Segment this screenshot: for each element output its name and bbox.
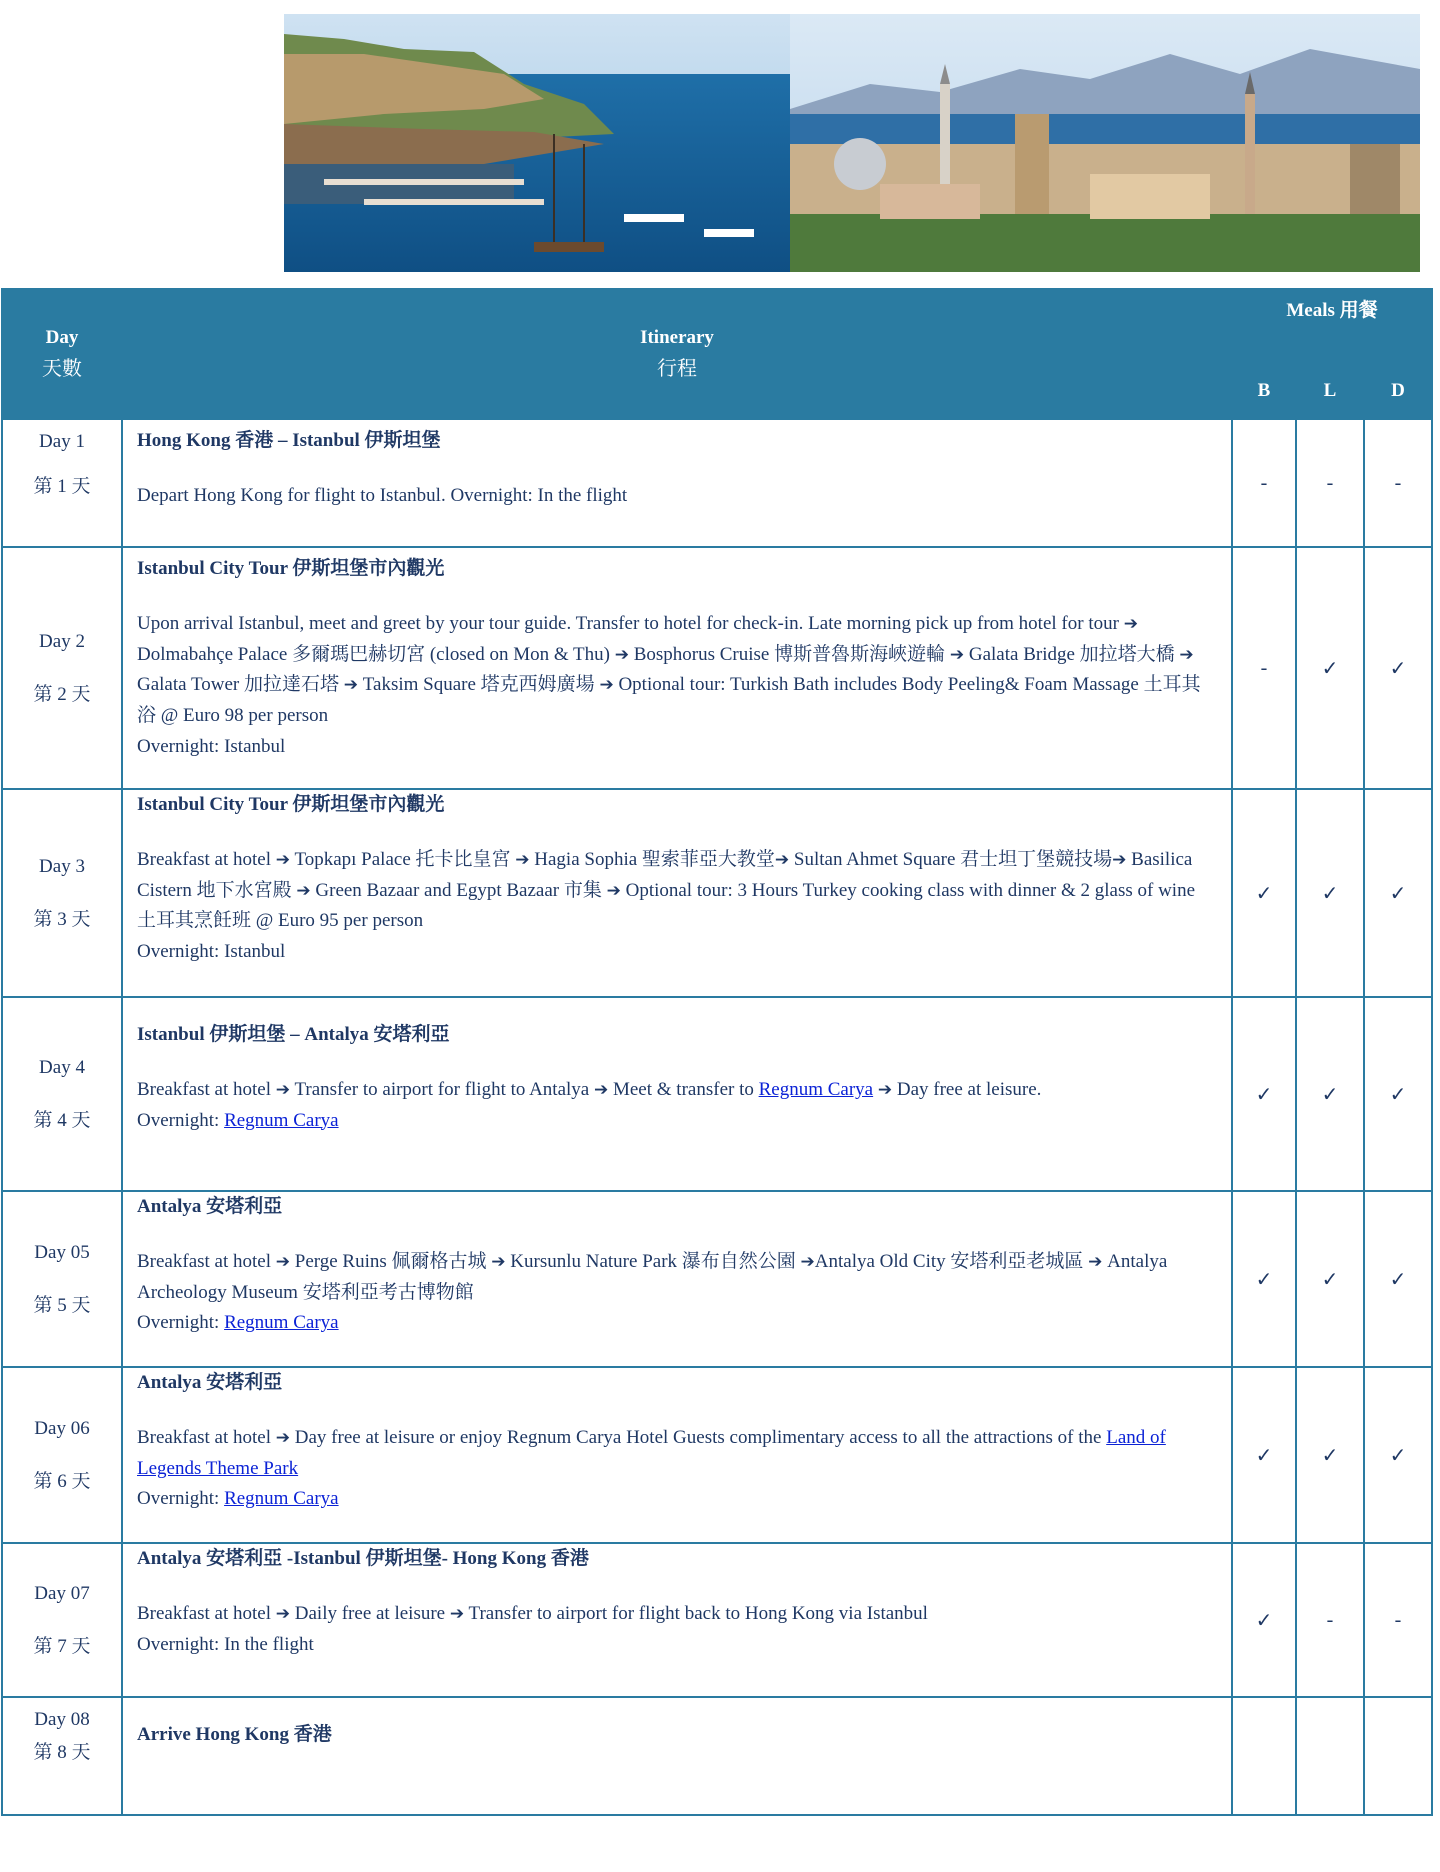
meal-d: - xyxy=(1364,419,1432,547)
arrow-icon: ➔ xyxy=(275,849,291,870)
arrow-icon: ➔ xyxy=(877,1079,893,1100)
itinerary-title: Antalya 安塔利亞 xyxy=(137,1196,283,1217)
day-cell xyxy=(2,419,122,547)
meal-d: ✓ xyxy=(1364,789,1432,997)
meal-l: - xyxy=(1296,1543,1364,1697)
table-row xyxy=(2,419,1432,547)
itinerary-body: Breakfast at hotel ➔ Day free at leisure or enjoy Regnum Carya Hotel Guests complimentary access to all the attractions of the Land of Legends Theme Park xyxy=(137,1426,1166,1479)
itinerary-body: Breakfast at hotel ➔ Daily free at leisure ➔ Transfer to airport for flight back to Hong Kong via Istanbul xyxy=(137,1602,928,1624)
arrow-icon: ➔ xyxy=(614,644,629,665)
table-row xyxy=(2,1543,1432,1697)
itinerary-body: Upon arrival Istanbul, meet and greet by your tour guide. Transfer to hotel for check-in. Late morning pick up from hotel for tour ➔ Dolmabahçe Palace 多爾瑪巴赫切宮 (closed on Mon & Thu) ➔ Bosphorus Cruise 博斯普魯斯海峽遊輪 ➔ Galata Bridge 加拉塔大橋 ➔ Galata Tower 加拉達石塔 ➔ Taksim Square 塔克西姆廣場 ➔ Optional tour: Turkish Bath includes Body Peeling& Foam Massage 土耳其浴 @ Euro 98 per person xyxy=(137,612,1201,727)
arrow-icon: ➔ xyxy=(275,1427,291,1448)
table-row xyxy=(2,1367,1432,1543)
hotel-link[interactable]: Regnum Carya xyxy=(758,1078,874,1100)
day-label-en: Day 06 xyxy=(34,1418,90,1439)
itinerary-title: Arrive Hong Kong 香港 xyxy=(137,1724,332,1745)
meal-b: - xyxy=(1232,547,1296,789)
arrow-icon: ➔ xyxy=(491,1251,506,1272)
arrow-icon: ➔ xyxy=(949,644,965,665)
arrow-icon: ➔ xyxy=(275,1251,291,1272)
table-row xyxy=(2,789,1432,997)
arrow-icon: ➔ xyxy=(606,880,621,901)
overnight: Overnight: Istanbul xyxy=(137,941,286,963)
day-label-cn: 第 1 天 xyxy=(33,476,91,497)
day-label-cn: 第 6 天 xyxy=(33,1471,91,1492)
day-label-en: Day 08 xyxy=(34,1709,90,1730)
day-label-cn: 第 4 天 xyxy=(33,1110,91,1131)
header-itinerary xyxy=(122,289,1232,419)
meal-b xyxy=(1232,1697,1296,1815)
meal-d: ✓ xyxy=(1364,1191,1432,1367)
header-meal-d: D xyxy=(1364,363,1432,419)
itinerary-cell xyxy=(122,1543,1232,1697)
arrow-icon: ➔ xyxy=(599,675,614,696)
arrow-icon: ➔ xyxy=(1112,849,1127,870)
day-cell xyxy=(2,1543,122,1697)
header-day-en: Day xyxy=(45,326,79,348)
day-label-cn: 第 3 天 xyxy=(33,909,91,930)
meal-b: - xyxy=(1232,419,1296,547)
itinerary-title: Antalya 安塔利亞 -Istanbul 伊斯坦堡- Hong Kong 香港 xyxy=(137,1548,589,1569)
day-label-en: Day 05 xyxy=(34,1242,90,1263)
overnight: Overnight: In the flight xyxy=(137,1633,314,1655)
table-row xyxy=(2,1697,1432,1815)
meal-d: ✓ xyxy=(1364,1367,1432,1543)
meal-b: ✓ xyxy=(1232,1543,1296,1697)
header-meal-l: L xyxy=(1296,363,1364,419)
itinerary-cell xyxy=(122,997,1232,1191)
table-row xyxy=(2,547,1432,789)
itinerary-cell xyxy=(122,789,1232,997)
arrow-icon: ➔ xyxy=(275,1079,291,1100)
header-meal-b: B xyxy=(1232,363,1296,419)
itinerary-cell xyxy=(122,1191,1232,1367)
arrow-icon: ➔ xyxy=(275,1603,291,1624)
itinerary-body: Breakfast at hotel ➔ Topkapı Palace 托卡比皇宮 ➔ Hagia Sophia 聖索菲亞大教堂➔ Sultan Ahmet Square 君士坦丁堡競技場➔ Basilica Cistern 地下水宮殿 ➔ Green Bazaar and Egypt Bazaar 市集 ➔ Optional tour: 3 Hours Turkey cooking class with dinner & 2 glass of wine 土耳其烹飪班 @ Euro 95 per person xyxy=(137,848,1196,932)
overnight: Overnight: Istanbul xyxy=(137,735,286,757)
old-city-photo xyxy=(790,14,1420,272)
itinerary-title: Antalya 安塔利亞 xyxy=(137,1372,283,1393)
meal-b: ✓ xyxy=(1232,1367,1296,1543)
itinerary-cell xyxy=(122,1697,1232,1815)
overnight: Overnight: Regnum Carya xyxy=(137,1109,339,1131)
itinerary-title: Hong Kong 香港 – Istanbul 伊斯坦堡 xyxy=(137,430,441,451)
meal-b: ✓ xyxy=(1232,789,1296,997)
meal-l: ✓ xyxy=(1296,547,1364,789)
meal-l: ✓ xyxy=(1296,789,1364,997)
header-itinerary-cn: 行程 xyxy=(657,358,697,381)
itinerary-body: Breakfast at hotel ➔ Perge Ruins 佩爾格古城 ➔ Kursunlu Nature Park 瀑布自然公園 ➔Antalya Old City 安塔利亞老城區 ➔ Antalya Archeology Museum 安塔利亞考古博物館 xyxy=(137,1250,1168,1303)
header-itinerary-en: Itinerary xyxy=(640,326,714,348)
table-row xyxy=(2,1191,1432,1367)
day-cell xyxy=(2,1697,122,1815)
itinerary-title: Istanbul City Tour 伊斯坦堡市內觀光 xyxy=(137,794,445,815)
arrow-icon: ➔ xyxy=(1179,644,1194,665)
day-cell xyxy=(2,789,122,997)
day-label-cn: 第 8 天 xyxy=(33,1742,91,1763)
arrow-icon: ➔ xyxy=(296,880,311,901)
overnight-hotel-link[interactable]: Regnum Carya xyxy=(224,1312,339,1334)
meal-d: ✓ xyxy=(1364,547,1432,789)
itinerary-title: Istanbul City Tour 伊斯坦堡市內觀光 xyxy=(137,558,445,579)
meal-b: ✓ xyxy=(1232,1191,1296,1367)
header-day-cn: 天數 xyxy=(42,358,82,381)
day-cell xyxy=(2,547,122,789)
overnight: Overnight: Regnum Carya xyxy=(137,1312,339,1334)
hero-banner xyxy=(284,14,1420,272)
itinerary-cell xyxy=(122,547,1232,789)
header-meals: Meals 用餐 xyxy=(1232,289,1432,363)
overnight-hotel-link[interactable]: Regnum Carya xyxy=(224,1488,339,1510)
day-label-en: Day 07 xyxy=(34,1583,90,1604)
meal-l xyxy=(1296,1697,1364,1815)
meal-l: - xyxy=(1296,419,1364,547)
itinerary-body: Depart Hong Kong for flight to Istanbul. Overnight: In the flight xyxy=(137,484,628,506)
itinerary-body: Breakfast at hotel ➔ Transfer to airport for flight to Antalya ➔ Meet & transfer to Regnum Carya ➔ Day free at leisure. xyxy=(137,1078,1042,1100)
itinerary-cell xyxy=(122,419,1232,547)
day-label-en: Day 3 xyxy=(39,856,85,877)
meal-d xyxy=(1364,1697,1432,1815)
day-label-cn: 第 7 天 xyxy=(33,1636,91,1657)
meal-l: ✓ xyxy=(1296,1367,1364,1543)
arrow-icon: ➔ xyxy=(774,849,790,870)
itinerary-title: Istanbul 伊斯坦堡 – Antalya 安塔利亞 xyxy=(137,1024,450,1045)
day-cell xyxy=(2,1367,122,1543)
arrow-icon: ➔ xyxy=(343,675,358,696)
meal-b: ✓ xyxy=(1232,997,1296,1191)
harbor-photo xyxy=(284,14,790,272)
meal-d: - xyxy=(1364,1543,1432,1697)
day-label-en: Day 2 xyxy=(39,631,85,652)
arrow-icon: ➔ xyxy=(449,1603,465,1624)
arrow-icon: ➔ xyxy=(1088,1251,1103,1272)
day-label-cn: 第 2 天 xyxy=(33,684,91,705)
meal-l: ✓ xyxy=(1296,1191,1364,1367)
overnight-hotel-link[interactable]: Regnum Carya xyxy=(224,1109,339,1131)
table-row xyxy=(2,997,1432,1191)
arrow-icon: ➔ xyxy=(515,849,530,870)
day-cell xyxy=(2,997,122,1191)
arrow-icon: ➔ xyxy=(1123,613,1138,634)
arrow-icon: ➔ xyxy=(593,1079,609,1100)
header-day xyxy=(2,289,122,419)
day-cell xyxy=(2,1191,122,1367)
itinerary-cell xyxy=(122,1367,1232,1543)
theme-park-link[interactable]: Land of Legends Theme Park xyxy=(137,1426,1166,1479)
arrow-icon: ➔ xyxy=(800,1251,815,1272)
day-label-en: Day 1 xyxy=(39,431,85,452)
itinerary-table xyxy=(1,288,1433,1816)
day-label-en: Day 4 xyxy=(39,1057,85,1078)
meal-l: ✓ xyxy=(1296,997,1364,1191)
day-label-cn: 第 5 天 xyxy=(33,1295,91,1316)
overnight: Overnight: Regnum Carya xyxy=(137,1488,339,1510)
meal-d: ✓ xyxy=(1364,997,1432,1191)
